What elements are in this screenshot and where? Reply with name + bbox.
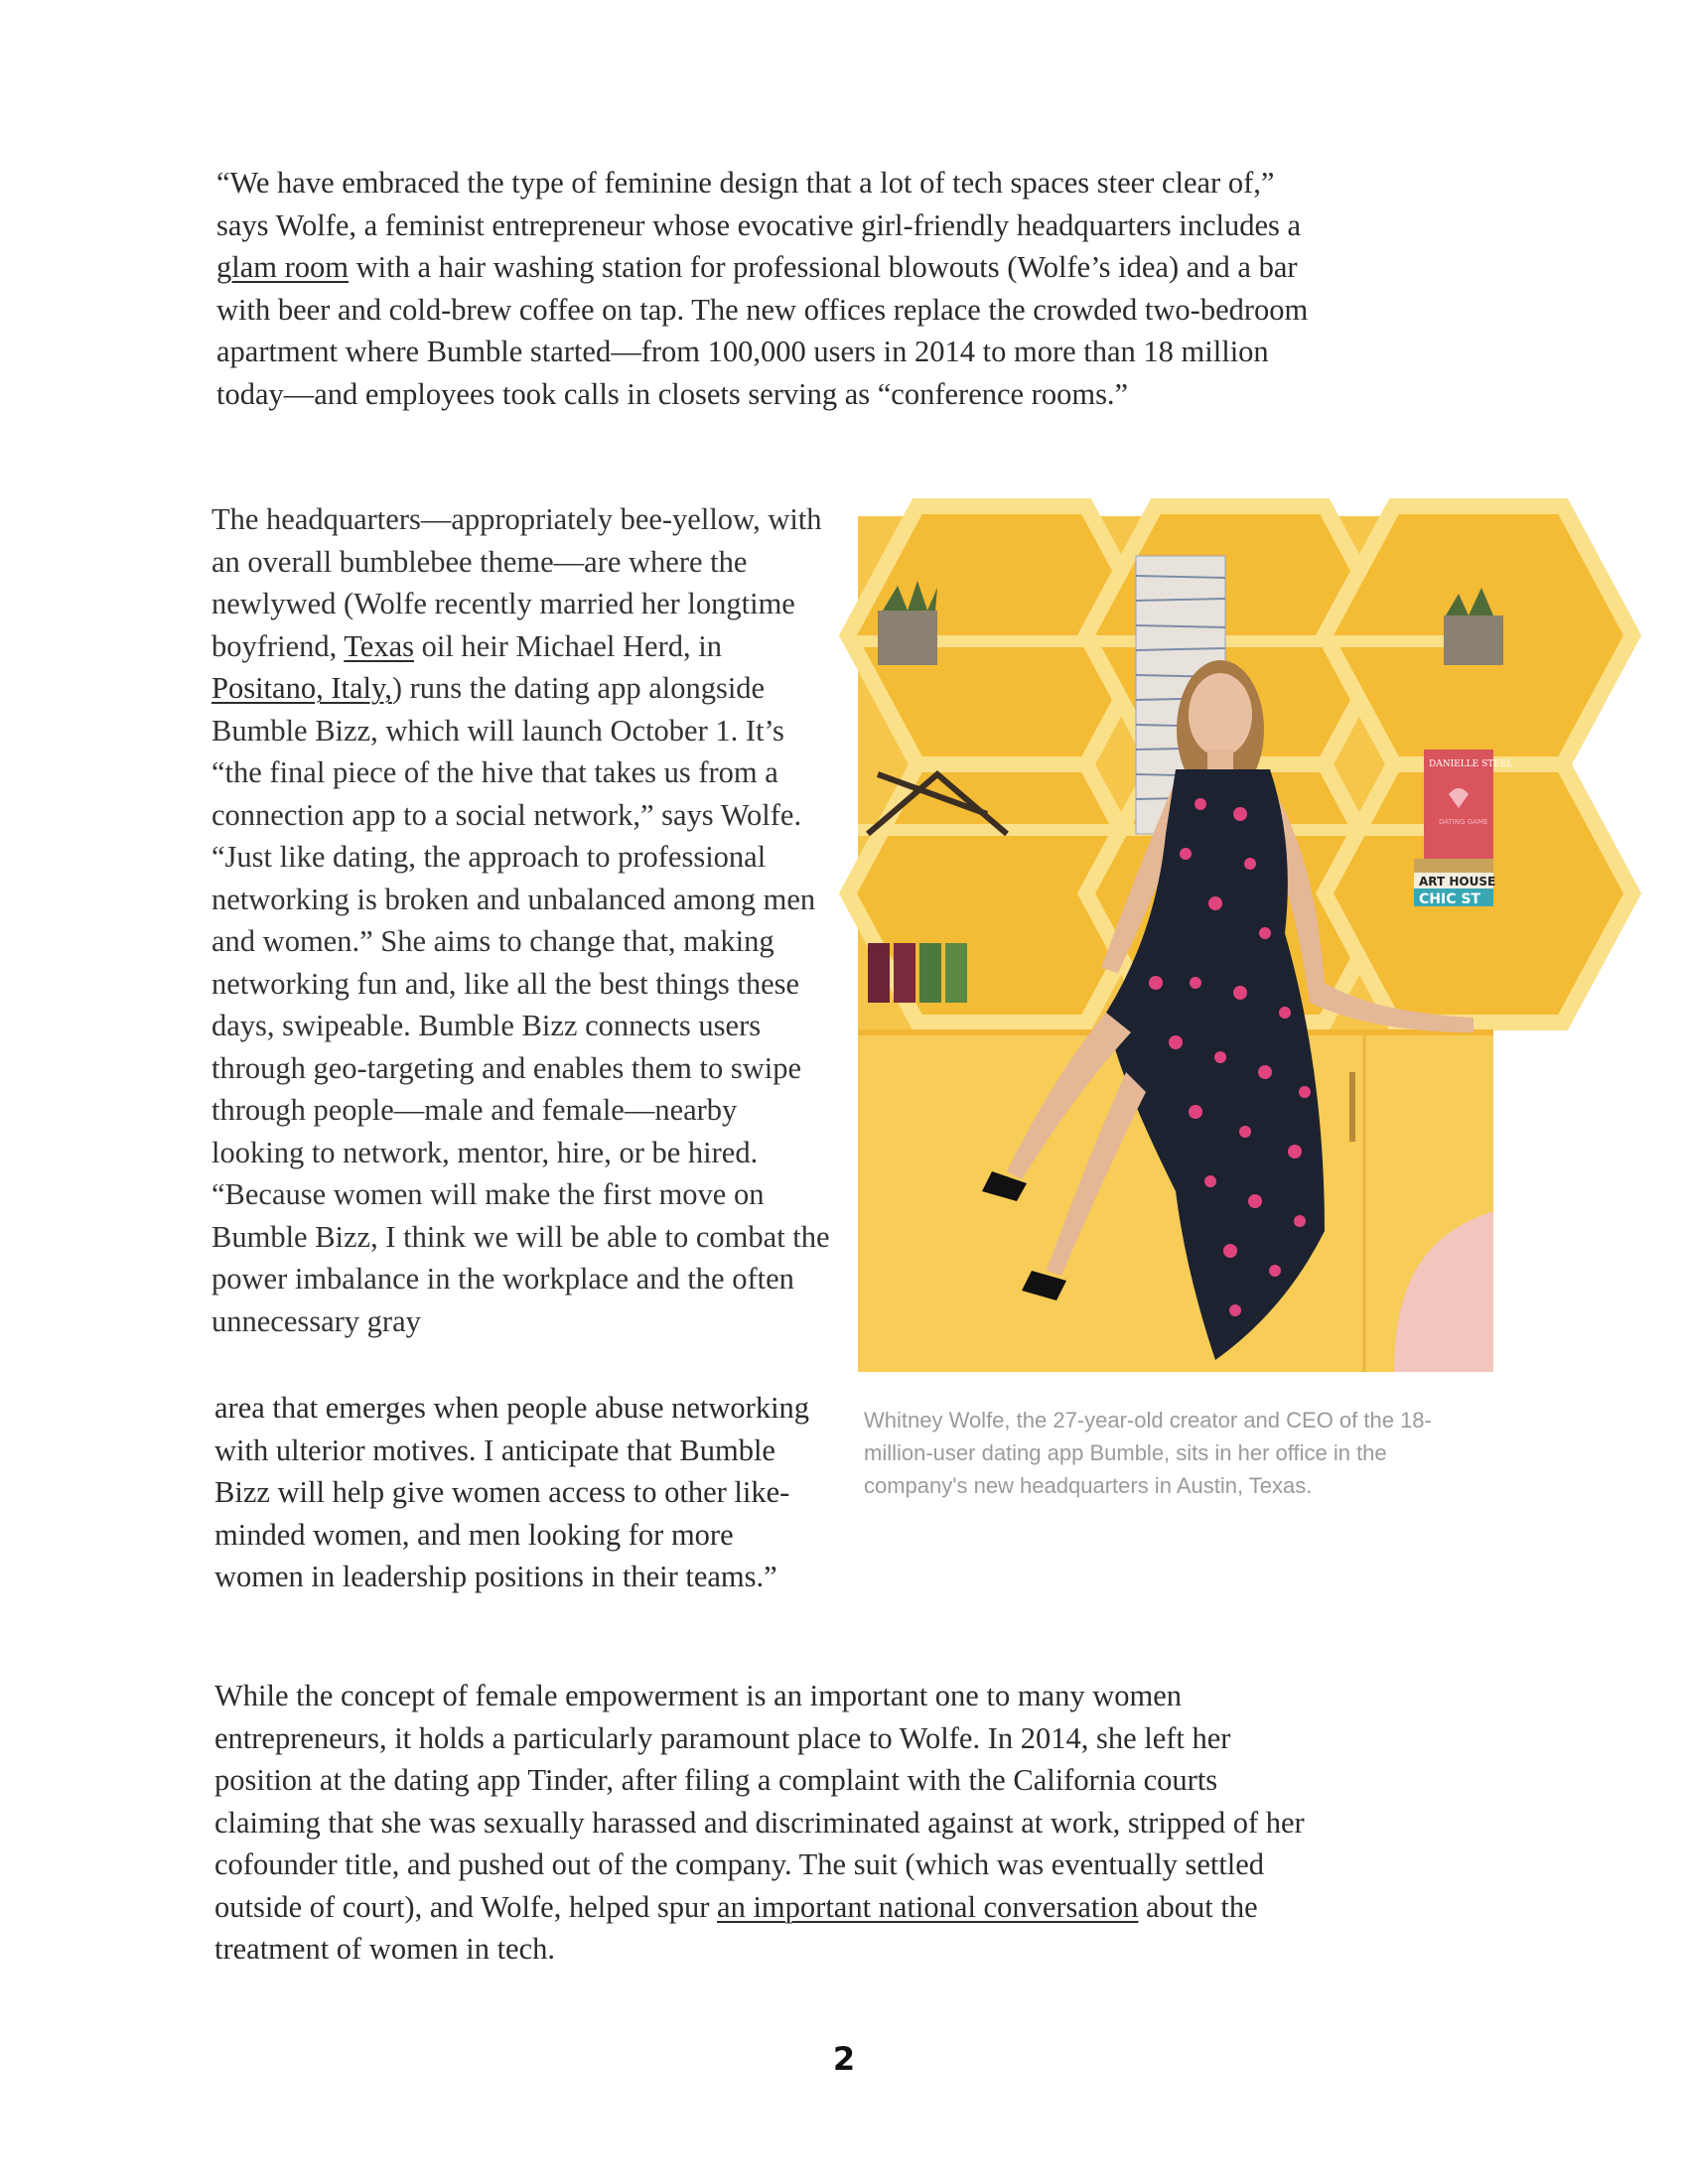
paragraph-text: with a hair washing station for professional blowouts (Wolfe’s idea) and a bar with beer and cold-brew coffee on tap. The new offices replace the crowded two-bedroom apartment where Bumble started—from 100,000 users in 2014 to more than 18 million today—and employees took calls in closets serving as “conference rooms.”	[216, 250, 1309, 411]
glam-room-link[interactable]: glam room	[216, 250, 349, 284]
whitney-wolfe-photo	[858, 516, 1513, 1372]
national-conversation-link[interactable]: an important national conversation	[717, 1889, 1139, 1924]
article-paragraph-2	[211, 498, 837, 1342]
book-subtitle-text: DATING GAME	[1439, 818, 1488, 826]
paragraph-text: oil heir Michael Herd, in	[413, 628, 722, 663]
paragraph-text: about the treatment of women in tech.	[214, 1889, 1258, 1966]
book-spine-text: ART HOUSE	[1419, 875, 1496, 888]
photo-caption: Whitney Wolfe, the 27-year-old creator and CEO of the 18-million-user dating app Bumble, sits in her office in the company's new headquarters in Austin, Texas.	[864, 1408, 1432, 1498]
paragraph-text: While the concept of female empowerment is an important one to many women entrepreneurs, it holds a particularly paramount place to Wolfe. In 2014, she left her position at the dating app Tinder, after filing a complaint with the California courts claiming that she was sexually harassed and discriminated against at work, stripped of her cofounder title, and pushed out of the company. The suit (which was eventually settled outside of court), and Wolfe, helped spur	[214, 1679, 1305, 1924]
book-spine-text: CHIC ST	[1419, 891, 1480, 907]
positano-italy-link[interactable]: Positano, Italy,	[211, 671, 392, 705]
paragraph-text: ) runs the dating app alongside Bumble Bizz, which will launch October 1. It’s “the final piece of the hive that takes us from a connection app to a social network,” says Wolfe. “Just like dating, the approach to professional networking is broken and unbalanced among men and women.” She aims to change that, making networking fun and, like all the best things these days, swipeable. Bumble Bizz connects users through geo-targeting and enables them to swipe through people—male and female—nearby looking to network, mentor, hire, or be hired. “Because women will make the first move on Bumble Bizz, I think we will be able to combat the power imbalance in the workplace and the often unnecessary gray	[211, 671, 830, 1338]
article-paragraph-2-continued: area that emerges when people abuse networking with ulterior motives. I anticipate that Bumble Bizz will help give women access to other like-minded women, and men looking for more women in leadership positions in their teams.”	[214, 1391, 810, 1593]
paragraph-text: The headquarters—appropriately bee-yellow, with an overall bumblebee theme—are where the newlywed (Wolfe recently married her longtime boyfriend,	[211, 502, 822, 663]
article-paragraph-3	[214, 1675, 1317, 1971]
page-number: 2	[832, 2040, 856, 2078]
book-title-text: DANIELLE STEEL	[1429, 759, 1513, 769]
paragraph-text: “We have embraced the type of feminine design that a lot of tech spaces steer clear of,” says Wolfe, a feminist entrepreneur whose evocative girl-friendly headquarters includes a	[216, 166, 1302, 242]
texas-link[interactable]: Texas	[344, 628, 414, 663]
article-paragraph-1	[216, 162, 1319, 415]
